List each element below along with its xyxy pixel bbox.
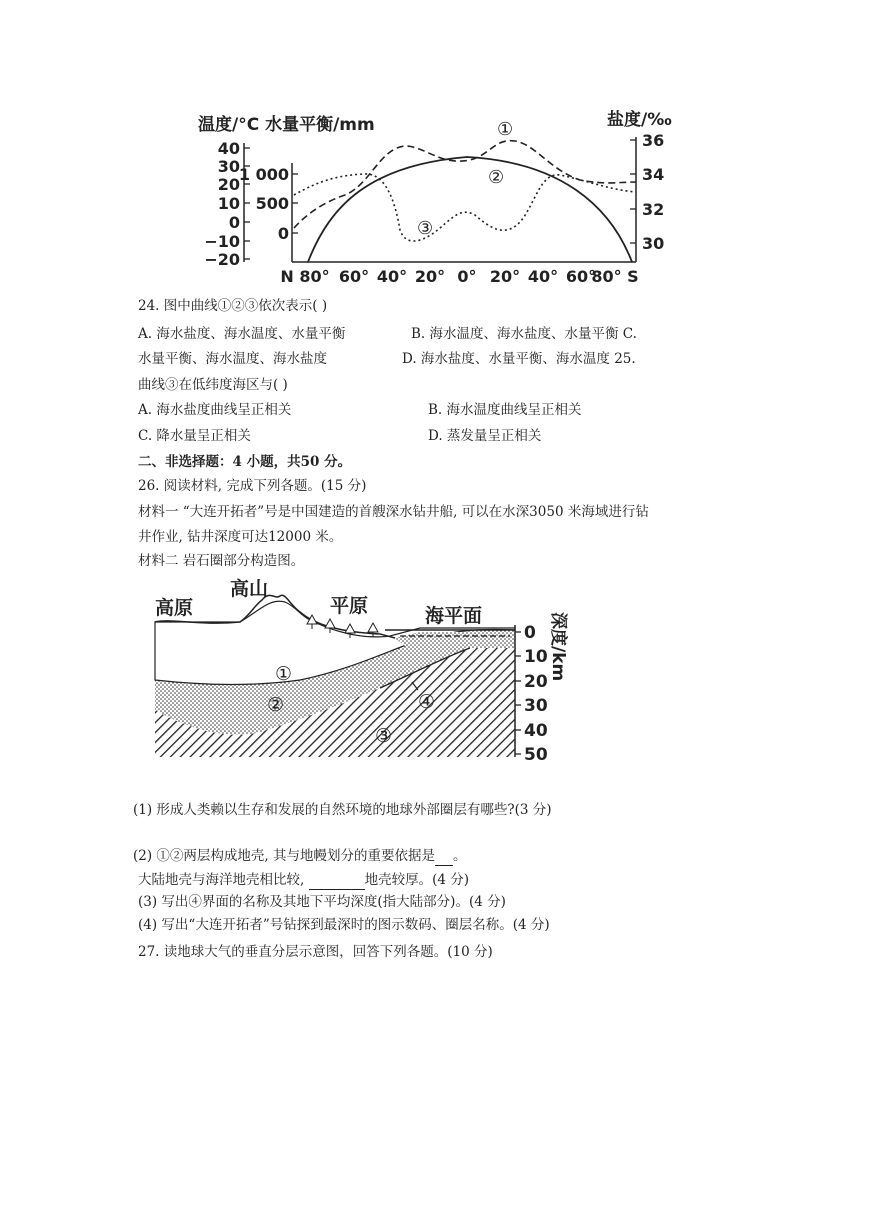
x-tick-label: 60° xyxy=(565,267,597,286)
x-tick-label: 80° S xyxy=(591,267,639,286)
layer-1-label: ① xyxy=(275,663,293,685)
salinity-tick-label: 32 xyxy=(642,200,665,219)
depth-tick-label: 50 xyxy=(524,745,548,765)
temp-tick-label: 20 xyxy=(217,175,240,194)
q26-sub-2b-pre: 大陆地壳与海洋地壳相比较, xyxy=(138,872,309,888)
q26-material-1: 材料一 “大连开拓者”号是中国建造的首艘深水钻井船, 可以在水深3050 米海域进行钻 xyxy=(138,504,649,520)
curve-2-line xyxy=(308,157,632,262)
x-tick-label: N 80° xyxy=(280,267,330,286)
curve-3-line xyxy=(294,174,636,241)
q24-stem: 24. 图中曲线①②③依次表示( ) xyxy=(138,298,328,314)
temp-tick-labels xyxy=(204,139,240,269)
q26-sub-2b-post: 地壳较厚。(4 分) xyxy=(364,872,470,888)
salinity-tick-label: 36 xyxy=(642,131,665,150)
q27-stem: 27. 读地球大气的垂直分层示意图，回答下列各题。(10 分) xyxy=(138,944,493,960)
water-tick-label: 1 000 xyxy=(238,165,289,184)
temp-tick-label: −10 xyxy=(204,232,240,251)
water-tick-label: 0 xyxy=(277,224,289,243)
q26-sub-2 xyxy=(133,847,467,866)
left-axis-title: 温度/°C 水量平衡/mm xyxy=(198,115,375,135)
q24-option-d: D. 海水盐度、水量平衡、海水温度 25. xyxy=(402,351,636,367)
layer-2-label: ② xyxy=(267,694,285,716)
label-mountain: 高山 xyxy=(230,578,269,600)
layer-3-label: ③ xyxy=(375,725,393,747)
depth-tick-label: 40 xyxy=(524,721,548,741)
depth-tick-label: 0 xyxy=(524,623,536,643)
answer-blank-1[interactable] xyxy=(435,847,453,866)
q26-stem: 26. 阅读材料, 完成下列各题。(15 分) xyxy=(138,478,367,494)
q25-option-c: C. 降水量呈正相关 xyxy=(138,428,251,444)
q26-sub-2b xyxy=(138,871,469,890)
q25-option-b: B. 海水温度曲线呈正相关 xyxy=(428,402,582,418)
temp-tick-label: 0 xyxy=(228,213,240,232)
answer-blank-2[interactable] xyxy=(309,871,365,890)
q24-option-c: 水量平衡、海水温度、海水盐度 xyxy=(138,351,327,367)
ocean-properties-chart xyxy=(0,0,869,300)
depth-tick-label: 30 xyxy=(524,696,548,716)
q26-sub-1: (1) 形成人类赖以生存和发展的自然环境的地球外部圈层有哪些?(3 分) xyxy=(133,802,552,818)
x-tick-label: 20° xyxy=(489,267,521,286)
x-tick-label: 20° xyxy=(414,267,446,286)
q26-sub-3: (3) 写出④界面的名称及其地下平均深度(指大陆部分)。(4 分) xyxy=(138,894,506,910)
q26-sub-2-text: (2) ①②两层构成地壳, 其与地幔划分的重要依据是 xyxy=(133,848,435,864)
label-plain: 平原 xyxy=(330,595,369,617)
water-tick-label: 500 xyxy=(255,194,289,213)
temp-tick-label: 30 xyxy=(217,157,240,176)
x-tick-label: 40° xyxy=(376,267,408,286)
q26-material-1-cont: 井作业, 钻井深度可达12000 米。 xyxy=(138,529,343,545)
section-2-heading: 二、非选择题：4 小题，共50 分。 xyxy=(138,454,352,470)
depth-tick-label: 10 xyxy=(524,647,548,667)
x-tick-label: 60° xyxy=(338,267,370,286)
temp-tick-label: 10 xyxy=(217,194,240,213)
x-tick-label: 40° xyxy=(527,267,559,286)
layer-4-label: ④ xyxy=(418,691,436,713)
curve-1-label: ① xyxy=(497,119,514,140)
q25-option-a: A. 海水盐度曲线呈正相关 xyxy=(138,402,292,418)
temp-tick-label: −20 xyxy=(204,250,240,269)
x-tick-label: 0° xyxy=(457,267,477,286)
depth-tick-label: 20 xyxy=(524,672,548,692)
q24-option-a: A. 海水盐度、海水温度、水量平衡 xyxy=(138,326,346,342)
salinity-tick-label: 30 xyxy=(642,234,665,253)
q26-sub-2-end: 。 xyxy=(453,848,467,864)
curve-2-label: ② xyxy=(488,167,505,188)
temp-tick-label: 40 xyxy=(217,139,240,158)
curve-1-line xyxy=(294,141,636,228)
q24-option-b: B. 海水温度、海水盐度、水量平衡 C. xyxy=(411,326,637,342)
right-axis-title: 盐度/‰ xyxy=(607,110,672,130)
depth-axis-title: 深度/km xyxy=(548,612,568,682)
curve-3-label: ③ xyxy=(417,218,434,239)
label-sea-level: 海平面 xyxy=(425,605,483,627)
q25-option-d: D. 蒸发量呈正相关 xyxy=(428,428,542,444)
q26-sub-4: (4) 写出“大连开拓者”号钻探到最深时的图示数码、圈层名称。(4 分) xyxy=(138,917,550,933)
lithosphere-section-diagram xyxy=(0,570,869,770)
q26-material-2: 材料二 岩石圈部分构造图。 xyxy=(138,553,305,569)
label-plateau: 高原 xyxy=(155,597,194,619)
salinity-tick-label: 34 xyxy=(642,165,665,184)
q25-stem: 曲线③在低纬度海区与( ) xyxy=(138,377,288,393)
